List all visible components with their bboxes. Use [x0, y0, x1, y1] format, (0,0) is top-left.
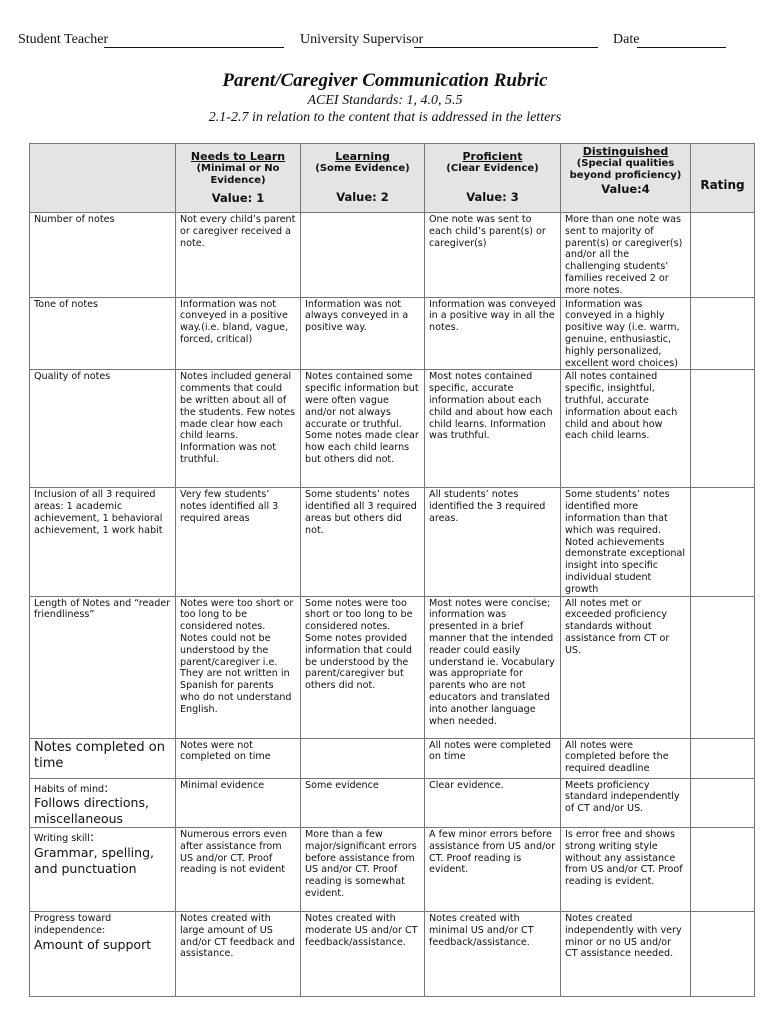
rating-cell[interactable] — [691, 370, 755, 488]
table-row — [30, 213, 755, 298]
column-value: Value: 2 — [336, 190, 389, 204]
rubric-cell: A few minor errors before assistance from US and/or CT. Proof reading is evident. — [425, 827, 561, 911]
rubric-cell: Meets proficiency standard independently of CT and/or US. — [561, 778, 691, 827]
rubric-cell: Information was not always conveyed in a positive way. — [301, 297, 425, 370]
column-title: Proficient — [462, 150, 523, 163]
column-title: Distinguished — [582, 145, 669, 158]
criterion-cell — [30, 738, 176, 778]
rubric-cell: Some students’ notes identified more information than that which was required. Noted achievements demonstrate exceptional insight into specific individual student growth — [561, 488, 691, 596]
rubric-cell: Information was not conveyed in a positive way.(i.e. bland, vague, forced, critical) — [176, 297, 301, 370]
table-row — [30, 370, 755, 488]
rubric-cell: Some notes were too short or too long to be considered notes. Some notes provided information that could be understood by the parent/caregiver but others did not. — [301, 596, 425, 738]
rubric-cell — [301, 213, 425, 298]
column-header-needs-to-learn — [176, 144, 301, 213]
rubric-cell: More than a few major/significant errors before assistance from US and/or CT. Proof reading is somewhat evident. — [301, 827, 425, 911]
subtitle-line: 2.1-2.7 in relation to the content that is addressed in the letters — [208, 110, 562, 125]
rating-header — [691, 144, 755, 213]
rubric-cell: All notes were completed on time — [425, 738, 561, 778]
student-teacher-blank[interactable] — [104, 47, 284, 48]
rubric-cell: More than one note was sent to majority of parent(s) or caregiver(s) and/or all the challenging students’ families received 2 or more notes. — [561, 213, 691, 298]
rating-cell[interactable] — [691, 596, 755, 738]
rating-cell[interactable] — [691, 738, 755, 778]
rubric-cell: Some students’ notes identified all 3 required areas but others did not. — [301, 488, 425, 596]
criterion-cell: Habits of mind: Follows directions, miscellaneous — [30, 778, 176, 827]
rating-label: Rating — [700, 178, 745, 192]
rubric-cell: Notes contained some specific information but were often vague and/or not always accurate or truthful. Some notes made clear how each child learns but others did not. — [301, 370, 425, 488]
criteria-header — [30, 144, 176, 213]
rubric-cell: All students’ notes identified the 3 required areas. — [425, 488, 561, 596]
standards-line: ACEI Standards: 1, 4.0, 5.5 — [307, 93, 463, 108]
criterion-detail: Grammar, spelling, and punctuation — [34, 844, 154, 876]
criterion-heading: Writing skill — [34, 832, 90, 844]
rubric-cell: Notes were too short or too long to be considered notes. Notes could not be understood by the parent/caregiver i.e. They are not written in Spanish for parents who do not understand English. — [176, 596, 301, 738]
column-value: Value:4 — [601, 182, 650, 196]
rubric-cell: Some evidence — [301, 778, 425, 827]
rubric-cell: Clear evidence. — [425, 778, 561, 827]
rubric-cell: Most notes contained specific, accurate information about each child and about how each child learns. Information was truthful. — [425, 370, 561, 488]
column-header-distinguished — [561, 144, 691, 213]
column-desc: (Special qualities beyond proficiency) — [569, 158, 682, 181]
rating-cell[interactable] — [691, 827, 755, 911]
criterion-cell: Number of notes — [30, 213, 176, 298]
rubric-cell: Information was conveyed in a highly positive way (i.e. warm, genuine, enthusiastic, highly personalized, excellent word choices) — [561, 297, 691, 370]
rubric-cell: Information was conveyed in a positive way in all the notes. — [425, 297, 561, 370]
signature-line — [18, 32, 758, 52]
column-desc: (Minimal or No Evidence) — [196, 163, 280, 186]
criterion-cell: Length of Notes and “reader friendliness” — [30, 596, 176, 738]
rubric-cell: Most notes were concise; information was presented in a brief manner that the intended reader could easily understand ie. Vocabulary was appropriate for parents who are not educators and translated into another language when needed. — [425, 596, 561, 738]
rubric-cell: Notes created with moderate US and/or CT feedback/assistance. — [301, 911, 425, 996]
rubric-cell — [301, 738, 425, 778]
criterion-detail: Amount of support — [34, 936, 152, 952]
column-desc: (Clear Evidence) — [446, 163, 539, 174]
rubric-cell: All notes were completed before the required deadline — [561, 738, 691, 778]
column-value: Value: 1 — [211, 191, 265, 205]
rubric-cell: One note was sent to each child’s parent(s) or caregiver(s) — [425, 213, 561, 298]
criterion-cell: Writing skill: Grammar, spelling, and punctuation — [30, 827, 176, 911]
rubric-cell: Notes were not completed on time — [176, 738, 301, 778]
rubric-cell: Very few students’ notes identified all 3 required areas — [176, 488, 301, 596]
supervisor-blank[interactable] — [414, 47, 598, 48]
rating-cell[interactable] — [691, 778, 755, 827]
criterion-text: Notes completed on time — [34, 739, 165, 771]
rubric-cell: Notes created with large amount of US and/or CT feedback and assistance. — [176, 911, 301, 996]
column-header-learning — [301, 144, 425, 213]
criterion-cell: Inclusion of all 3 required areas: 1 academic achievement, 1 behavioral achievement, 1 work habit — [30, 488, 176, 596]
supervisor-label: University Supervisor — [300, 32, 424, 47]
rubric-cell: Is error free and shows strong writing style without any assistance from US and/or CT. Proof reading is evident. — [561, 827, 691, 911]
criterion-heading: Progress toward independence: — [34, 912, 112, 936]
rating-cell[interactable] — [691, 911, 755, 996]
criterion-detail: Follows directions, miscellaneous — [34, 795, 149, 827]
date-label: Date — [613, 32, 640, 47]
rating-cell[interactable] — [691, 213, 755, 298]
column-desc: (Some Evidence) — [315, 163, 410, 174]
rubric-cell: Notes created with minimal US and/or CT feedback/assistance. — [425, 911, 561, 996]
table-row — [30, 738, 755, 778]
criterion-cell: Quality of notes — [30, 370, 176, 488]
rating-cell[interactable] — [691, 297, 755, 370]
date-blank[interactable] — [637, 47, 726, 48]
student-teacher-label: Student Teacher — [18, 32, 109, 47]
criterion-heading: Habits of mind — [34, 783, 105, 795]
rating-cell[interactable] — [691, 488, 755, 596]
table-row — [30, 596, 755, 738]
column-value: Value: 3 — [466, 190, 519, 204]
header-row — [30, 144, 755, 213]
table-row — [30, 911, 755, 996]
criterion-cell: Tone of notes — [30, 297, 176, 370]
table-row — [30, 827, 755, 911]
column-title: Needs to Learn — [190, 150, 286, 163]
criterion-cell — [30, 911, 176, 996]
rubric-cell: Numerous errors even after assistance from US and/or CT. Proof reading is not evident — [176, 827, 301, 911]
table-row — [30, 778, 755, 827]
rubric-cell: Notes included general comments that could be written about all of the students. Few notes made clear how each child learns. Information was not truthful. — [176, 370, 301, 488]
column-header-proficient — [425, 144, 561, 213]
rubric-table — [29, 143, 755, 997]
rubric-cell: Notes created independently with very minor or no US and/or CT assistance needed. — [561, 911, 691, 996]
column-title: Learning — [335, 150, 390, 163]
page-title: Parent/Caregiver Communication Rubric — [222, 70, 548, 91]
table-row — [30, 488, 755, 596]
table-row — [30, 297, 755, 370]
rubric-cell: All notes met or exceeded proficiency standards without assistance from CT or US. — [561, 596, 691, 738]
rubric-cell: All notes contained specific, insightful, truthful, accurate information about each child and about how each child learns. — [561, 370, 691, 488]
rubric-cell: Not every child’s parent or caregiver received a note. — [176, 213, 301, 298]
rubric-cell: Minimal evidence — [176, 778, 301, 827]
